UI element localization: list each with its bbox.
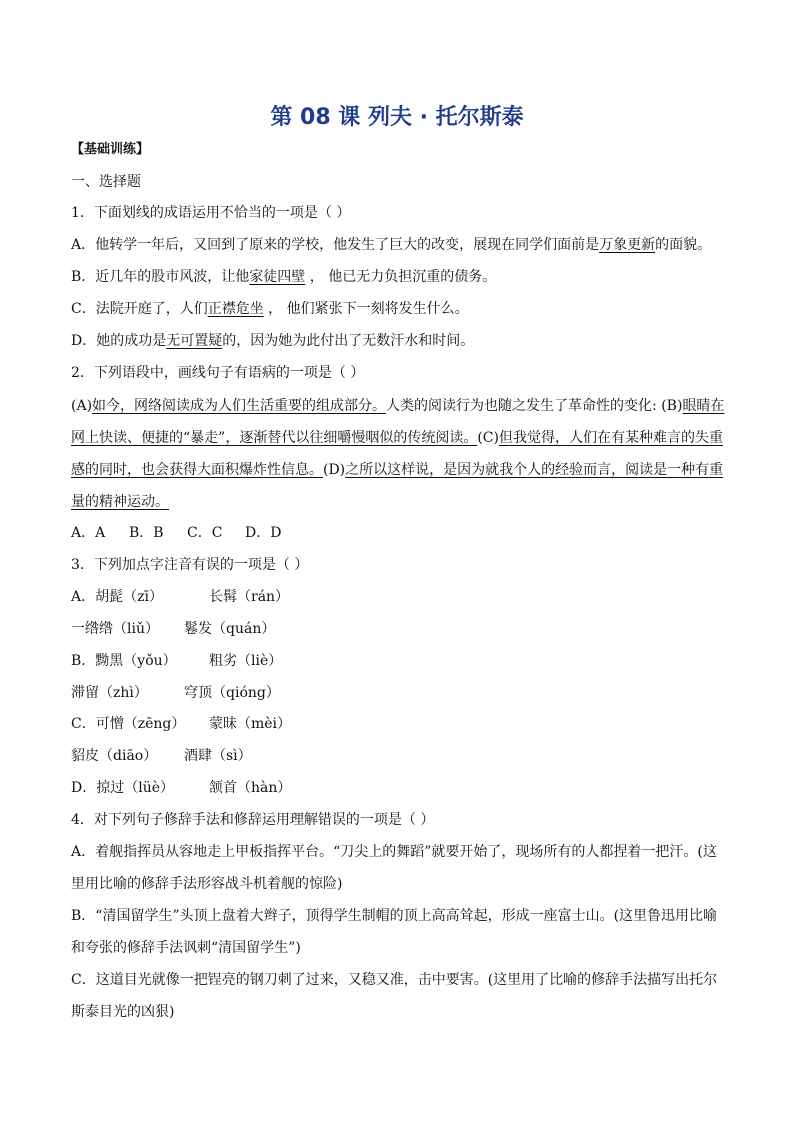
q2-passage-line: 量的精神运动。 xyxy=(71,494,169,510)
q3-row: D．掠过（lüè） 颔首（hàn） xyxy=(71,780,292,796)
q2-option: B．B xyxy=(129,525,164,541)
q2-passage-line: 网上快读、便捷的“暴走”，逐渐替代以往细嚼慢咽似的传统阅读。(C)但我觉得，人们在有某种难言的失重 xyxy=(71,430,723,446)
q1-option-d: D．她的成功是无可置疑的，因为她为此付出了无数汗水和时间。 xyxy=(71,333,475,349)
q1-d-idiom: 无可置疑 xyxy=(166,333,223,349)
part-heading: 一、选择题 xyxy=(71,174,141,190)
q4-option-b-cont: 和夸张的修辞手法讽刺“清国留学生”) xyxy=(71,940,301,956)
q1-a-idiom: 万象更新 xyxy=(599,237,656,253)
q2-passage-line: 感的同时，也会获得大面积爆炸性信息。(D)之所以这样说，是因为就我个人的经验而言，阅读是一种有重 xyxy=(71,462,724,478)
q4-option-c: C．这道目光就像一把锃亮的钢刀刺了过来，又稳又准，击中要害。(这里用了比喻的修辞手法描写出托尔 xyxy=(71,972,718,988)
q3-row: 一绺绺（liǔ） 鬈发（quán） xyxy=(71,621,276,637)
q4-stem: 4．对下列句子修辞手法和修辞运用理解错误的一项是（ ） xyxy=(71,812,435,828)
q3-row: C．可憎（zēng） 蒙昧（mèi） xyxy=(71,716,292,732)
q2-option: A．A xyxy=(71,525,106,541)
q2-option: C．C xyxy=(187,525,223,541)
q1-option-b: B．近几年的股市风波，让他家徒四壁 ， 他已无力负担沉重的债务。 xyxy=(71,269,497,285)
q4-option-a-cont: 里用比喻的修辞手法形容战斗机着舰的惊险) xyxy=(71,876,343,892)
q1-option-c: C．法院开庭了，人们正襟危坐 ， 他们紧张下一刻将发生什么。 xyxy=(71,301,469,317)
q3-row: B．黝黑（yǒu） 粗劣（liè） xyxy=(71,653,283,669)
q2-passage-line: (A)如今，网络阅读成为人们生活重要的组成部分。人类的阅读行为也随之发生了革命性的变化: (B)眼睛在 xyxy=(71,398,725,414)
q3-row: 滞留（zhì） 穹顶（qióng） xyxy=(71,685,280,701)
q1-b-idiom: 家徒四壁 xyxy=(249,269,306,285)
q2-option: D．D xyxy=(245,525,282,541)
q2-stem: 2．下列语段中，画线句子有语病的一项是（ ） xyxy=(71,365,365,381)
q4-option-c-cont: 斯泰目光的凶狠) xyxy=(71,1004,175,1020)
q2-options xyxy=(71,523,723,543)
q1-c-idiom: 正襟危坐 xyxy=(207,301,264,317)
q1-stem: 1．下面划线的成语运用不恰当的一项是（ ） xyxy=(71,205,351,221)
page-title: 第 08 课 列夫 · 托尔斯泰 xyxy=(270,105,524,130)
q1-option-a: A．他转学一年后，又回到了原来的学校，他发生了巨大的改变，展现在同学们面前是万象更新的面貌。 xyxy=(71,237,712,253)
q3-row: 貂皮（diāo） 酒肆（sì） xyxy=(71,748,252,764)
q3-row: A．胡髭（zī） 长髯（rán） xyxy=(71,589,290,605)
q4-option-a: A．着舰指挥员从容地走上甲板指挥平台。“刀尖上的舞蹈”就要开始了，现场所有的人都捏着一把汗。(这 xyxy=(71,844,717,860)
q3-stem: 3．下列加点字注音有误的一项是（ ） xyxy=(71,557,309,573)
section-heading: 【基础训练】 xyxy=(71,142,150,157)
q4-option-b: B．“清国留学生”头顶上盘着大辫子，顶得学生制帽的顶上高高耸起，形成一座富士山。(这里鲁迅用比喻 xyxy=(71,908,718,924)
